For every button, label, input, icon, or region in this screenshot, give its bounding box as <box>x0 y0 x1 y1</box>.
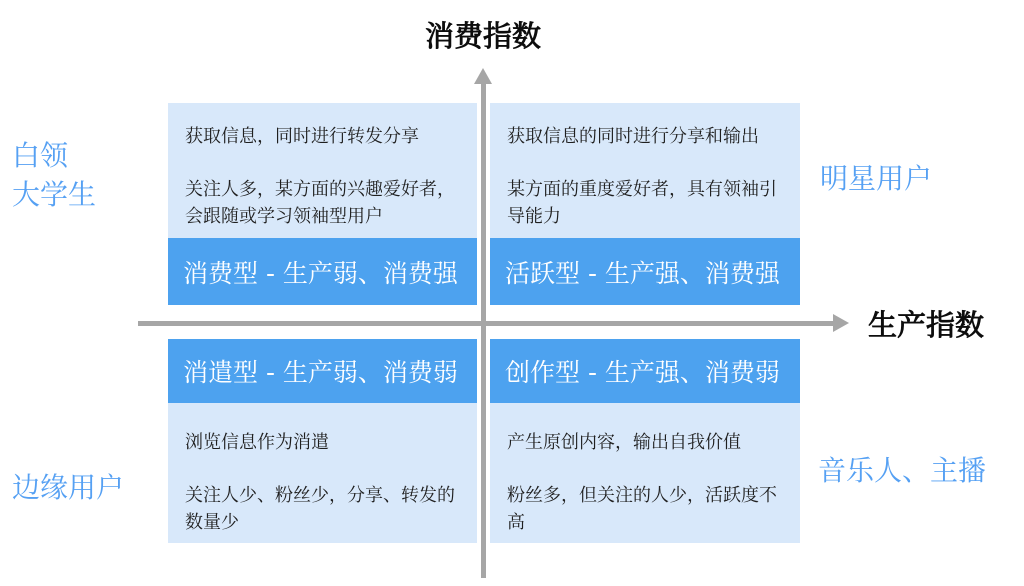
quadrant-label: 消遣型 - 生产弱、消费弱 <box>183 358 458 387</box>
horizontal-axis-line <box>138 321 834 326</box>
description-line: 某方面的重度爱好者，具有领袖引导能力 <box>507 179 777 227</box>
quadrant-bottom-right-label-bar <box>490 339 800 403</box>
persona-label-bottom-left: 边缘用户 <box>12 471 125 504</box>
quadrant-label: 消费型 - 生产弱、消费强 <box>183 258 458 288</box>
persona-label-top-left <box>12 136 96 214</box>
x-axis-title: 生产指数 <box>868 308 985 342</box>
quadrant-top-left-description-box <box>168 103 477 238</box>
description-line: 浏览信息作为消遣 <box>185 432 329 453</box>
persona-label-line: 白领 <box>12 139 69 172</box>
quadrant-top-left-label-bar <box>168 238 477 305</box>
up-arrow-icon <box>474 68 492 84</box>
quadrant-label: 活跃型 - 生产强、消费强 <box>505 258 780 288</box>
quadrant-top-right-label-bar <box>490 238 800 305</box>
description-line: 获取信息，同时进行转发分享 <box>185 126 419 147</box>
description-line: 获取信息的同时进行分享和输出 <box>507 126 759 147</box>
y-axis-title: 消费指数 <box>424 19 541 53</box>
description-line: 关注人多，某方面的兴趣爱好者，会跟随或学习领袖型用户 <box>185 179 455 227</box>
vertical-axis-line <box>481 83 486 578</box>
right-arrow-icon <box>833 314 849 332</box>
description-line: 关注人少、粉丝少，分享、转发的数量少 <box>185 485 455 533</box>
quadrant-label: 创作型 - 生产强、消费弱 <box>505 358 780 387</box>
description-line: 粉丝多，但关注的人少，活跃度不高 <box>507 485 777 533</box>
persona-label-top-right: 明星用户 <box>820 162 933 195</box>
quadrant-bottom-left-label-bar <box>168 339 477 403</box>
persona-label-line: 大学生 <box>12 178 97 211</box>
persona-label-bottom-right: 音乐人、主播 <box>818 454 987 487</box>
quadrant-bottom-right-description-box <box>490 403 800 543</box>
quadrant-bottom-left-description-box <box>168 403 477 543</box>
description-line: 产生原创内容，输出自我价值 <box>507 432 741 453</box>
quadrant-top-right-description-box <box>490 103 800 238</box>
